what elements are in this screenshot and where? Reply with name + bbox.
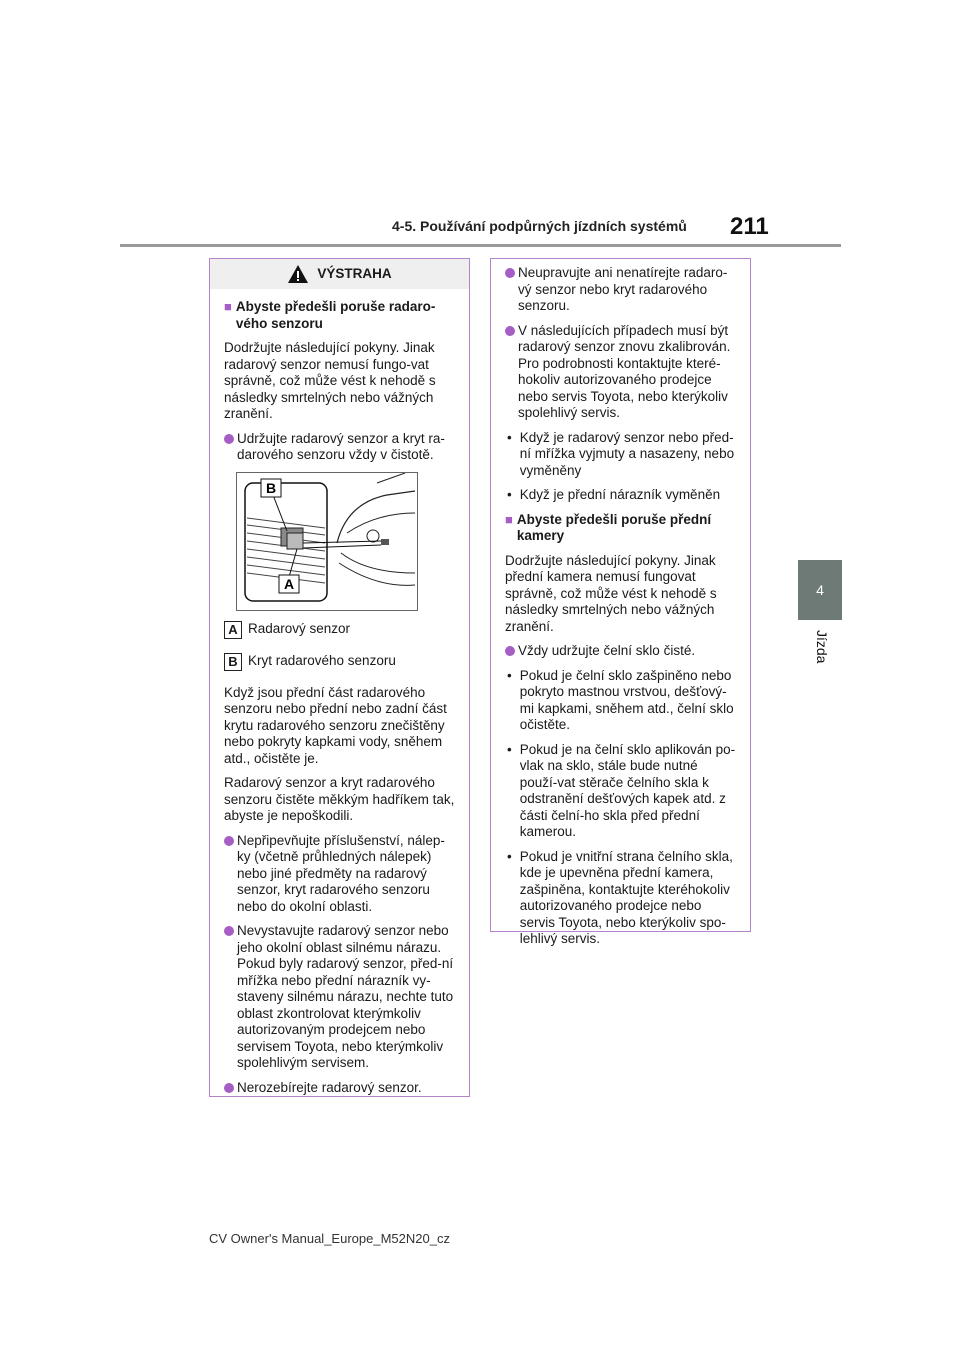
- legend-letter-a: A: [224, 621, 242, 639]
- warning-bullet: Nepřipevňujte příslušenství, nálep-ky (včetně průhledných nálepek) nebo jiné předměty na radarový senzor, kryt radarového senzoru nebo do okolní oblasti.: [224, 833, 455, 916]
- radar-sensor-illustration: [236, 472, 418, 611]
- chapter-tab: 4: [798, 560, 842, 620]
- warning-bullet: V následujících případech musí být radarový senzor znovu zkalibrován. Pro podrobnosti kontaktujte které-hokoliv autorizovaného prodejce nebo servis Toyota, nebo kterýkoliv spolehlivý servis.: [505, 323, 736, 422]
- header-divider: [120, 244, 841, 247]
- warning-bullet: Nevystavujte radarový senzor nebo jeho okolní oblast silnému nárazu. Pokud byly radarový senzor, před-ní mřížka nebo přední nárazník vy-staveny silnému nárazu, nechte tuto oblast zkontrolovat kterýmkoliv autorizovaným prodejcem nebo servisem Toyota, nebo kterýmkoliv spolehlivým servisem.: [224, 923, 455, 1072]
- warning-header: [210, 259, 469, 289]
- figure-label-a: A: [283, 575, 295, 592]
- warning-title: VÝSTRAHA: [317, 265, 392, 281]
- warning-box-right: [490, 258, 751, 946]
- warning-triangle-icon: [287, 264, 309, 284]
- dot-bullet-icon: [224, 926, 234, 936]
- warning-box-left: [209, 258, 470, 1097]
- dot-bullet-icon: [505, 326, 515, 336]
- page-number: 211: [730, 213, 769, 240]
- warning-bullet: Neupravujte ani nenatírejte radaro-vý senzor nebo kryt radarového senzoru.: [505, 265, 736, 315]
- car-front-drawing: [237, 473, 417, 610]
- dot-bullet-icon: [224, 434, 234, 444]
- dot-bullet-icon: [224, 1083, 234, 1093]
- section-title: 4-5. Používání podpůrných jízdních systémů: [392, 218, 687, 234]
- sub-bullet: • Pokud je vnitřní strana čelního skla, kde je upevněna přední kamera, zašpiněna, kontaktujte kteréhokoliv autorizovaného prodejce nebo servis Toyota, nebo kterýkoliv spo-lehlivý servis.: [507, 848, 733, 946]
- sub-bullet: • Pokud je na čelní sklo aplikován po-vlak na sklo, stále bude nutné použí-vat stěrače čelního skla k odstranění dešťových kapek atd. z části čelní-ho skla před přední kamerou.: [507, 741, 736, 839]
- warning-bullet: Nerozebírejte radarový senzor.: [224, 1080, 455, 1097]
- sub-bullet: • Když je radarový senzor nebo před-ní mřížka vyjmuty a nasazeny, nebo vyměněny: [507, 429, 735, 478]
- sub-bullet: • Když je přední nárazník vyměněn: [507, 487, 721, 502]
- warning-heading: ■ Abyste předešli poruše radaro-vého senzoru: [224, 299, 436, 331]
- dot-bullet-icon: [505, 268, 515, 278]
- square-bullet-icon: ■: [505, 511, 513, 527]
- cleaning-paragraph: Radarový senzor a kryt radarového senzoru čistěte měkkým hadříkem tak, abyste je nepoškodili.: [224, 775, 455, 823]
- warning-bullet: Udržujte radarový senzor a kryt ra-darového senzoru vždy v čistotě.: [224, 431, 455, 464]
- footer-text: CV Owner's Manual_Europe_M52N20_cz: [209, 1231, 450, 1246]
- legend-item-a: A Radarový senzor: [224, 621, 455, 639]
- warning-heading: ■ Abyste předešli poruše přední kamery: [505, 511, 712, 543]
- warning-intro: Dodržujte následující pokyny. Jinak přední kamera nemusí fungovat správně, což může vést k nehodě s následky smrtelných nebo vážných zranění.: [505, 552, 717, 634]
- chapter-label: Jízda: [814, 630, 830, 664]
- legend-item-b: B Kryt radarového senzoru: [224, 653, 455, 671]
- dot-bullet-icon: [505, 646, 515, 656]
- square-bullet-icon: ■: [224, 299, 232, 314]
- figure-label-b: B: [265, 479, 277, 496]
- warning-bullet: Vždy udržujte čelní sklo čisté.: [505, 643, 736, 660]
- warning-intro: Dodržujte následující pokyny. Jinak radarový senzor nemusí fungo-vat správně, což může vést k nehodě s následky smrtelných nebo vážných zranění.: [224, 340, 436, 421]
- sub-bullet: • Pokud je čelní sklo zašpiněno nebo pokryto mastnou vrstvou, dešťový-mi kapkami, sněhem atd., čelní sklo očistěte.: [507, 667, 734, 732]
- dot-bullet-icon: [224, 836, 234, 846]
- cleaning-paragraph: Když jsou přední část radarového senzoru nebo přední nebo zadní část krytu radarového senzoru znečištěny nebo pokryty kapkami vody, sněhem atd., očistěte je.: [224, 684, 447, 766]
- legend-letter-b: B: [224, 653, 242, 671]
